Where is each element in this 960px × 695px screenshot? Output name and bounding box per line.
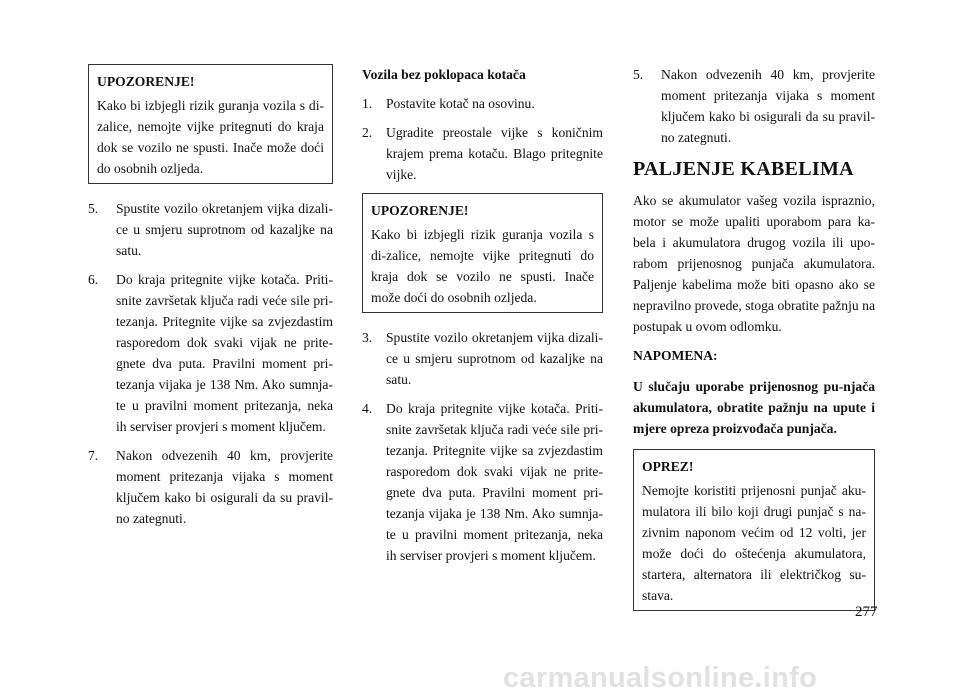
- list-item-text: Do kraja pritegnite vijke kotača. Priti-snite završetak ključa radi veće sile pri-tezanja. Pritegnite vijke sa zvjezdastim rasporedom dok svaki vijak ne prite-gnete dva puta. Pravilni moment pri-tezanja vijaka je 138 Nm. Ako sumnja-te u pravilni moment pritezanja, neka ih serviser provjeri s moment ključem.: [116, 272, 333, 434]
- list-item-text: Ugradite preostale vijke s koničnim krajem prema kotaču. Blago pritegnite vijke.: [386, 125, 603, 182]
- section-heading: PALJENJE KABELIMA: [633, 158, 854, 180]
- list-item: [362, 93, 603, 114]
- warning-box: [88, 64, 333, 184]
- list-item-number: 5.: [633, 67, 644, 82]
- list-item: [362, 122, 603, 185]
- caution-box: [633, 449, 875, 611]
- list-item-number: 6.: [88, 272, 99, 287]
- warning-text: Kako bi izbjegli rizik guranja vozila s di-zalice, nemojte vijke pritegnuti do kraja dok se vozilo ne spusti. Inače može doći do osobnih ozljeda.: [97, 98, 324, 176]
- list-item: [88, 445, 333, 529]
- column-middle: [362, 64, 603, 574]
- list-item-text: Spustite vozilo okretanjem vijka dizali-ce u smjeru suprotnom od kazaljke na satu.: [386, 330, 603, 387]
- warning-box: [362, 193, 603, 313]
- list-item-number: 3.: [362, 330, 373, 345]
- list-item: [88, 269, 333, 437]
- section-subheading: Vozila bez poklopaca kotača: [362, 67, 526, 82]
- column-left: [88, 64, 333, 537]
- list-item-text: Nakon odvezenih 40 km, provjerite moment pritezanja vijaka s moment ključem kako bi osigurali da su pravil-no zategnuti.: [661, 67, 875, 145]
- watermark: carmanualsonline.info: [503, 662, 818, 694]
- body-paragraph: Ako se akumulator vašeg vozila ispraznio, motor se može upaliti uporabom para ka-bela i akumulatora drugog vozila ili upo-rabom prijenosnog punjača akumulatora. Paljenje kabelima može biti opasno ako se nepravilno provede, stoga obratite pažnju na postupak u ovom odlomku.: [633, 193, 875, 334]
- warning-text: Kako bi izbjegli rizik guranja vozila s di-zalice, nemojte vijke pritegnuti do kraja dok se vozilo ne spusti. Inače može doći do osobnih ozljeda.: [371, 227, 594, 305]
- list-item-number: 2.: [362, 125, 373, 140]
- note-label: NAPOMENA:: [633, 348, 718, 363]
- warning-title: UPOZORENJE!: [371, 203, 469, 218]
- list-item-text: Postavite kotač na osovinu.: [386, 96, 535, 111]
- column-right: [633, 64, 875, 625]
- list-item: [633, 64, 875, 148]
- list-item-number: 4.: [362, 401, 373, 416]
- list-item-text: Do kraja pritegnite vijke kotača. Priti-snite završetak ključa radi veće sile pri-tezanja. Pritegnite vijke sa zvjezdastim rasporedom dok svaki vijak ne prite-gnete dva puta. Pravilni moment pri-tezanja vijaka je 138 Nm. Ako sumnja-te u pravilni moment pritezanja, neka ih serviser provjeri s moment ključem.: [386, 401, 603, 563]
- caution-text: Nemojte koristiti prijenosni punjač aku-mulatora ili bilo koji drugi punjač s na-zivnim naponom većim od 12 volti, jer može doći do oštećenja akumulatora, startera, alternatora ili električkog su-stava.: [642, 483, 866, 603]
- list-item: [362, 327, 603, 390]
- list-item: [88, 198, 333, 261]
- list-item-text: Nakon odvezenih 40 km, provjerite moment pritezanja vijaka s moment ključem kako bi osigurali da su pravil-no zategnuti.: [116, 448, 333, 526]
- list-item: [362, 398, 603, 566]
- list-item-number: 5.: [88, 201, 99, 216]
- note-text: U slučaju uporabe prijenosnog pu-njača akumulatora, obratite pažnju na upute i mjere opreza proizvođača punjača.: [633, 379, 875, 436]
- list-item-number: 7.: [88, 448, 99, 463]
- warning-title: UPOZORENJE!: [97, 74, 195, 89]
- caution-title: OPREZ!: [642, 459, 694, 474]
- page-number: 277: [855, 604, 878, 620]
- list-item-number: 1.: [362, 96, 373, 111]
- list-item-text: Spustite vozilo okretanjem vijka dizali-ce u smjeru suprotnom od kazaljke na satu.: [116, 201, 333, 258]
